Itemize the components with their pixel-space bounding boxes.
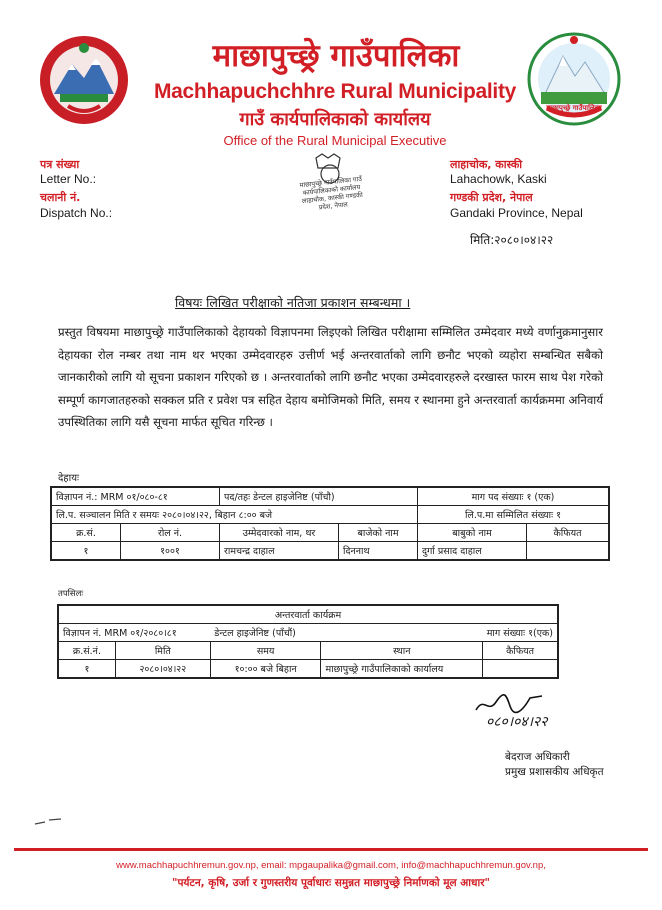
signature-date: ०८०।०४।२२	[486, 714, 548, 730]
letter-subject: विषयः लिखित परीक्षाको नतिजा प्रकाशन सम्बन्धमा ।	[175, 295, 411, 310]
table-cell: १०:०० बजे बिहान	[210, 660, 321, 679]
stamp-text: माछापुच्छ्रे गाउँपालिका गाउँ कार्यपालिकाको कार्यालय लाहाचोक, कास्की गण्डकी प्रदेश, नेपाल	[299, 174, 364, 212]
table-header: उम्मेदवारको नाम, थर	[220, 524, 339, 542]
table-header: स्थान	[321, 642, 483, 660]
right-logo-caption: माछापुच्छ्रे गाउँपालिका	[546, 104, 602, 112]
list-label: देहायः	[58, 473, 80, 484]
location-en: Lahachowk, Kaski	[450, 172, 547, 186]
table-row	[51, 487, 609, 506]
table-header: कैफियत	[527, 524, 610, 542]
letter-no-label-np: पत्र संख्या	[40, 158, 80, 171]
dispatch-no-label-en: Dispatch No.:	[40, 206, 113, 220]
signer-name: बेदराज अधिकारी	[505, 751, 570, 763]
province-en: Gandaki Province, Nepal	[450, 206, 583, 220]
demand-cell: माग पद संख्याः १ (एक)	[418, 487, 610, 506]
table-header: क्र.सं.नं.	[58, 642, 115, 660]
ad-no-cell: विज्ञापन नं.: MRM ०१/०८०-८१	[51, 487, 220, 506]
interview-post-cell: डेन्टल हाइजेनिष्ट (पाँचौं)	[210, 624, 482, 642]
footer-motto: "पर्यटन, कृषि, उर्जा र गुणस्तरीय पूर्वाधारः समुन्नत माछापुच्छ्रे निर्माणको मूल आधार"	[172, 877, 490, 889]
nepal-government-emblem-icon	[38, 34, 130, 126]
footer-contact: www.machhapuchhremun.gov.np, email: mpgaupalika@gmail.com, info@machhapuchhremun.gov.np,	[116, 860, 546, 871]
office-title-np: गाउँ कार्यपालिकाको कार्यालय	[239, 109, 431, 130]
signer-designation: प्रमुख प्रशासकीय अधिकृत	[505, 766, 604, 778]
table-row	[58, 660, 558, 679]
municipality-logo-icon	[527, 32, 621, 128]
table-header-row	[51, 524, 609, 542]
table-cell: रामचन्द्र दाहाल	[220, 542, 339, 561]
municipality-title-en: Machhapuchchhre Rural Municipality	[153, 80, 517, 103]
table-cell	[527, 542, 610, 561]
table-title-row	[58, 605, 558, 624]
table-cell: माछापुच्छ्रे गाउँपालिकाको कार्यालय	[321, 660, 483, 679]
table-header: बाबुको नाम	[418, 524, 527, 542]
table-cell: दुर्गा प्रसाद दाहाल	[418, 542, 527, 561]
location-np: लाहाचोक, कास्की	[450, 158, 523, 171]
municipality-title-np: माछापुच्छ्रे गाउँपालिका	[212, 38, 460, 74]
attended-cell: लि.प.मा सम्मिलित संख्याः १	[418, 506, 610, 524]
post-cell: पद/तहः डेन्टल हाइजेनिष्ट (पाँचौ)	[220, 487, 418, 506]
table-header: मिति	[115, 642, 210, 660]
table-row	[51, 542, 609, 561]
table-cell: २०८०।०४।२२	[115, 660, 210, 679]
dispatch-no-label-np: चलानी नं.	[40, 191, 81, 204]
details-label: तपसिलः	[58, 589, 84, 599]
table-cell: १	[51, 542, 121, 561]
footer-divider	[14, 848, 648, 851]
pen-mark-icon	[33, 816, 63, 828]
interview-demand-cell: माग संख्याः १(एक)	[483, 624, 558, 642]
table-header: कैफियत	[483, 642, 558, 660]
table-row	[51, 506, 609, 524]
interview-ad-no-cell: विज्ञापन नं. MRM ०१/२०८०।८१	[58, 624, 210, 642]
province-np: गण्डकी प्रदेश, नेपाल	[450, 191, 533, 204]
table-header: रोल नं.	[121, 524, 220, 542]
letter-no-label-en: Letter No.:	[40, 172, 97, 186]
table-header-row	[58, 642, 558, 660]
table-header: क्र.सं.	[51, 524, 121, 542]
table-cell: १	[58, 660, 115, 679]
table-cell: दिननाथ	[339, 542, 418, 561]
table-header: समय	[210, 642, 321, 660]
table-header: बाजेको नाम	[339, 524, 418, 542]
result-table	[50, 486, 610, 561]
interview-table	[57, 604, 559, 679]
letter-body: प्रस्तुत विषयमा माछापुच्छ्रे गाउँपालिकाको देहायको विज्ञापनमा लिइएको लिखित परीक्षामा सम्मिलित उम्मेदवार मध्ये वर्णानुक्रमानुसार देहायका रोल नम्बर तथा नाम थर भएका उम्मेदवारहरु उत्तीर्ण भई अन्तरवार्ताको लागि छनौट भएको व्यहोरा सम्बन्धित सबैको जानकारीको लागि यो सूचना प्रकाशन गरिएको छ । अन्तरवार्ताको लागि छनौट भएका उम्मेदवारहरुले दरखास्त फारम साथ पेश गरेको सम्पूर्ण कागजातहरुको सक्कल प्रति र प्रवेश पत्र सहित देहाय बमोजिमको मिति, समय र स्थानमा हुने अन्तरवार्ता कार्यक्रममा अनिवार्य उपस्थितिका लागि यसै सूचना मार्फत सूचित गरिन्छ ।	[58, 325, 603, 430]
exam-datetime-cell: लि.प. सञ्चालन मिति र समयः २०८०।०४।२२, बिहान ८:०० बजे	[51, 506, 418, 524]
letter-date: मिति:२०८०।०४।२२	[470, 233, 554, 247]
table-cell: १००१	[121, 542, 220, 561]
interview-title-cell: अन्तरवार्ता कार्यक्रम	[58, 605, 558, 624]
table-row	[58, 624, 558, 642]
office-title-en: Office of the Rural Municipal Executive	[223, 133, 447, 148]
table-cell	[483, 660, 558, 679]
